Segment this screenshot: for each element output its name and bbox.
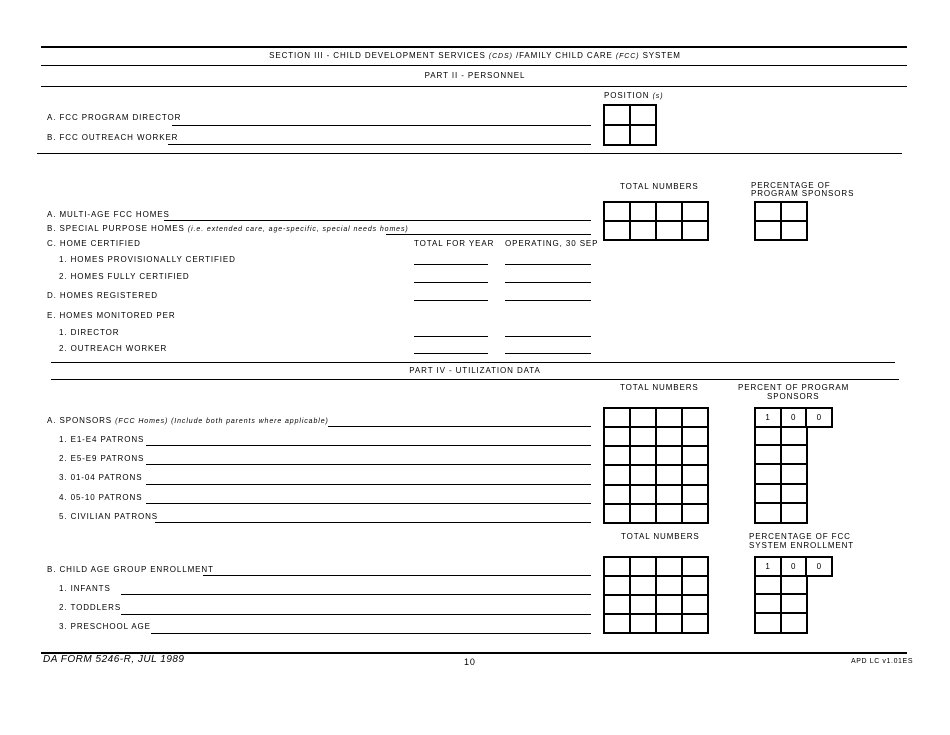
- grid-cell[interactable]: [782, 446, 808, 466]
- grid-cell[interactable]: [782, 465, 808, 485]
- grid-cell[interactable]: [605, 203, 631, 222]
- patron-label: 1. E1-E4 PATRONS: [59, 435, 145, 444]
- grid-cell[interactable]: [605, 596, 631, 615]
- percent-digit: 0: [782, 409, 808, 428]
- fcc-outreach-worker-label: B. FCC OUTREACH WORKER: [47, 133, 179, 142]
- percent-digit: 0: [807, 409, 833, 428]
- fcc-outreach-worker-field[interactable]: [168, 144, 591, 145]
- registered-operating-field[interactable]: [505, 300, 591, 301]
- special-purpose-homes-field[interactable]: [386, 234, 591, 235]
- grid-cell[interactable]: [756, 426, 782, 446]
- grid-cell[interactable]: [782, 614, 808, 634]
- grid-cell[interactable]: [605, 106, 631, 126]
- grid-cell[interactable]: [605, 447, 631, 466]
- sponsors-percent-total-grid[interactable]: [754, 407, 833, 428]
- age-group-field[interactable]: [121, 614, 591, 615]
- patron-field[interactable]: [155, 522, 591, 523]
- multi-age-homes-field[interactable]: [164, 220, 591, 221]
- percent-digit: 1: [756, 558, 782, 577]
- grid-cell[interactable]: [605, 466, 631, 485]
- enrollment-percent-total-grid[interactable]: [754, 556, 833, 577]
- form-name: DA FORM 5246-R, JUL 1989: [43, 654, 185, 665]
- percent-digit: 0: [807, 558, 833, 577]
- grid-cell[interactable]: [782, 485, 808, 505]
- grid-cell[interactable]: [657, 615, 683, 634]
- age-group-field[interactable]: [151, 633, 591, 634]
- age-group-field[interactable]: [121, 594, 591, 595]
- grid-cell[interactable]: [782, 426, 808, 446]
- rule: [37, 153, 902, 154]
- grid-cell[interactable]: [631, 203, 657, 222]
- grid-cell[interactable]: [756, 614, 782, 634]
- grid-cell[interactable]: [631, 447, 657, 466]
- grid-cell[interactable]: [657, 466, 683, 485]
- grid-cell[interactable]: [782, 504, 808, 524]
- grid-cell[interactable]: [756, 504, 782, 524]
- grid-cell[interactable]: [756, 485, 782, 505]
- grid-cell[interactable]: [683, 486, 709, 505]
- grid-cell[interactable]: [605, 126, 631, 146]
- patron-field[interactable]: [146, 484, 591, 485]
- homes-monitored-label: E. HOMES MONITORED PER: [47, 311, 176, 320]
- grid-cell[interactable]: [683, 466, 709, 485]
- multi-age-homes-label: A. MULTI-AGE FCC HOMES: [47, 210, 170, 219]
- percent-digit: 0: [782, 558, 808, 577]
- sponsors-label: A. SPONSORS (FCC Homes) (Include both parents where applicable): [47, 416, 329, 425]
- rule: [41, 65, 907, 66]
- grid-cell[interactable]: [605, 409, 631, 428]
- special-purpose-homes-label: B. SPECIAL PURPOSE HOMES (i.e. extended care, age-specific, special needs homes): [47, 224, 409, 233]
- total-for-year-label: TOTAL FOR YEAR: [414, 239, 495, 248]
- percent-program-label: PERCENT OF PROGRAM: [738, 383, 850, 392]
- enrollment-total-grid[interactable]: [603, 556, 709, 634]
- grid-cell[interactable]: [631, 577, 657, 596]
- age-group-label: 3. PRESCHOOL AGE: [59, 622, 151, 631]
- grid-cell[interactable]: [605, 222, 631, 241]
- grid-cell[interactable]: [631, 409, 657, 428]
- home-certified-label: C. HOME CERTIFIED: [47, 239, 141, 248]
- grid-cell[interactable]: [631, 466, 657, 485]
- patron-label: 2. E5-E9 PATRONS: [59, 454, 145, 463]
- version-label: APD LC v1.01ES: [851, 658, 914, 665]
- patron-field[interactable]: [146, 464, 591, 465]
- grid-cell[interactable]: [683, 409, 709, 428]
- patron-field[interactable]: [146, 503, 591, 504]
- grid-cell[interactable]: [683, 505, 709, 524]
- grid-cell[interactable]: [683, 222, 709, 241]
- patron-field[interactable]: [146, 445, 591, 446]
- grid-cell[interactable]: [657, 558, 683, 577]
- grid-cell[interactable]: [657, 428, 683, 447]
- patron-label: 5. CIVILIAN PATRONS: [59, 512, 159, 521]
- rule: [51, 379, 899, 380]
- prov-certified-label: 1. HOMES PROVISIONALLY CERTIFIED: [59, 255, 236, 264]
- grid-cell[interactable]: [756, 575, 782, 595]
- registered-total-field[interactable]: [414, 300, 488, 301]
- grid-cell[interactable]: [782, 203, 808, 222]
- monitored-director-operating-field[interactable]: [505, 336, 591, 337]
- grid-cell[interactable]: [782, 575, 808, 595]
- total-numbers-label: TOTAL NUMBERS: [620, 182, 699, 191]
- grid-cell[interactable]: [657, 409, 683, 428]
- fully-certified-label: 2. HOMES FULLY CERTIFIED: [59, 272, 190, 281]
- grid-cell[interactable]: [756, 595, 782, 615]
- prov-certified-total-field[interactable]: [414, 264, 488, 265]
- grid-cell[interactable]: [657, 222, 683, 241]
- homes-total-grid[interactable]: [603, 201, 709, 241]
- grid-cell[interactable]: [657, 505, 683, 524]
- percent-digit: 1: [756, 409, 782, 428]
- grid-cell[interactable]: [657, 596, 683, 615]
- grid-cell[interactable]: [657, 486, 683, 505]
- grid-cell[interactable]: [683, 203, 709, 222]
- grid-cell[interactable]: [631, 558, 657, 577]
- total-numbers-label: TOTAL NUMBERS: [620, 383, 699, 392]
- percentage-label: PERCENTAGE OF: [751, 181, 831, 190]
- grid-cell[interactable]: [683, 447, 709, 466]
- age-group-label: 2. TODDLERS: [59, 603, 122, 612]
- grid-cell[interactable]: [683, 558, 709, 577]
- grid-cell[interactable]: [756, 465, 782, 485]
- fcc-percentage-label: SYSTEM ENROLLMENT: [749, 541, 855, 550]
- position-label: POSITION (s): [604, 91, 664, 100]
- prov-certified-operating-field[interactable]: [505, 264, 591, 265]
- homes-registered-label: D. HOMES REGISTERED: [47, 291, 158, 300]
- grid-cell[interactable]: [605, 577, 631, 596]
- grid-cell[interactable]: [605, 486, 631, 505]
- grid-cell[interactable]: [631, 126, 657, 146]
- position-grid[interactable]: [603, 104, 657, 146]
- fcc-program-director-field[interactable]: [172, 125, 591, 126]
- grid-cell[interactable]: [683, 596, 709, 615]
- grid-cell[interactable]: [657, 447, 683, 466]
- page-number: 10: [464, 657, 476, 667]
- grid-cell[interactable]: [657, 203, 683, 222]
- sponsors-field[interactable]: [328, 426, 591, 427]
- monitored-director-label: 1. DIRECTOR: [59, 328, 120, 337]
- grid-cell[interactable]: [605, 615, 631, 634]
- grid-cell[interactable]: [657, 577, 683, 596]
- enrollment-field[interactable]: [203, 575, 591, 576]
- grid-cell[interactable]: [605, 505, 631, 524]
- sponsors-percent-grid[interactable]: [754, 426, 808, 524]
- grid-cell[interactable]: [631, 486, 657, 505]
- grid-cell[interactable]: [683, 428, 709, 447]
- fully-certified-total-field[interactable]: [414, 282, 488, 283]
- fcc-percentage-label: PERCENTAGE OF FCC: [749, 532, 851, 541]
- grid-cell[interactable]: [631, 428, 657, 447]
- grid-cell[interactable]: [605, 428, 631, 447]
- grid-cell[interactable]: [782, 595, 808, 615]
- percentage-label: PROGRAM SPONSORS: [751, 189, 855, 198]
- grid-cell[interactable]: [631, 596, 657, 615]
- monitored-outreach-label: 2. OUTREACH WORKER: [59, 344, 168, 353]
- grid-cell[interactable]: [631, 505, 657, 524]
- age-group-label: 1. INFANTS: [59, 584, 111, 593]
- grid-cell[interactable]: [683, 615, 709, 634]
- top-rule: [41, 46, 907, 48]
- grid-cell[interactable]: [756, 203, 782, 222]
- grid-cell[interactable]: [683, 577, 709, 596]
- fully-certified-operating-field[interactable]: [505, 282, 591, 283]
- grid-cell[interactable]: [782, 222, 808, 241]
- rule: [41, 86, 907, 87]
- operating-label: OPERATING, 30 SEP: [505, 239, 599, 248]
- section-title: SECTION III - CHILD DEVELOPMENT SERVICES (CDS) /FAMILY CHILD CARE (FCC) SYSTEM: [269, 51, 681, 60]
- total-numbers-label: TOTAL NUMBERS: [621, 532, 700, 541]
- patron-label: 4. 05-10 PATRONS: [59, 493, 143, 502]
- monitored-outreach-operating-field[interactable]: [505, 353, 591, 354]
- patron-label: 3. 01-04 PATRONS: [59, 473, 143, 482]
- enrollment-label: B. CHILD AGE GROUP ENROLLMENT: [47, 565, 214, 574]
- monitored-director-total-field[interactable]: [414, 336, 488, 337]
- grid-cell[interactable]: [756, 446, 782, 466]
- fcc-program-director-label: A. FCC PROGRAM DIRECTOR: [47, 113, 182, 122]
- part2-title: PART II - PERSONNEL: [424, 71, 526, 80]
- grid-cell[interactable]: [631, 106, 657, 126]
- grid-cell[interactable]: [631, 615, 657, 634]
- grid-cell[interactable]: [631, 222, 657, 241]
- percent-program-label: SPONSORS: [767, 392, 820, 401]
- homes-percentage-grid[interactable]: [754, 201, 808, 241]
- monitored-outreach-total-field[interactable]: [414, 353, 488, 354]
- grid-cell[interactable]: [756, 222, 782, 241]
- rule: [51, 362, 895, 363]
- grid-cell[interactable]: [605, 558, 631, 577]
- sponsors-total-grid[interactable]: [603, 407, 709, 524]
- enrollment-percent-grid[interactable]: [754, 575, 808, 634]
- part4-title: PART IV - UTILIZATION DATA: [409, 366, 541, 375]
